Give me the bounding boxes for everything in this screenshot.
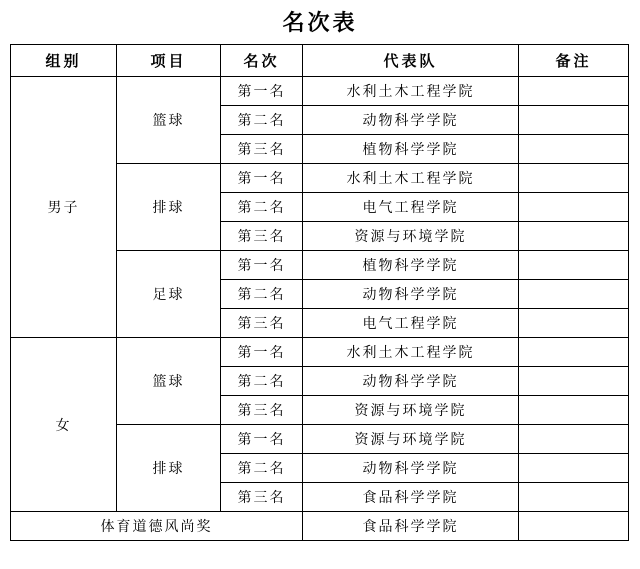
group-cell-men: 男子 <box>11 77 117 338</box>
note-cell <box>519 193 629 222</box>
award-row <box>11 512 629 541</box>
rank-cell: 第二名 <box>221 106 303 135</box>
table-row <box>11 338 629 367</box>
note-cell <box>519 251 629 280</box>
page-title: 名次表 <box>282 10 358 36</box>
team-cell: 水利土木工程学院 <box>303 77 519 106</box>
team-cell: 资源与环境学院 <box>303 222 519 251</box>
rank-cell: 第一名 <box>221 425 303 454</box>
header-row <box>11 45 629 77</box>
note-cell <box>519 338 629 367</box>
award-label: 体育道德风尚奖 <box>11 512 303 541</box>
team-cell: 电气工程学院 <box>303 309 519 338</box>
note-cell <box>519 309 629 338</box>
team-cell: 植物科学学院 <box>303 135 519 164</box>
team-cell: 食品科学学院 <box>303 483 519 512</box>
note-cell <box>519 164 629 193</box>
item-cell: 足球 <box>117 251 221 338</box>
rank-cell: 第二名 <box>221 367 303 396</box>
note-cell <box>519 222 629 251</box>
rank-cell: 第三名 <box>221 483 303 512</box>
rank-cell: 第二名 <box>221 454 303 483</box>
header-rank: 名次 <box>221 45 303 77</box>
ranking-table <box>10 44 629 541</box>
rank-cell: 第三名 <box>221 222 303 251</box>
note-cell <box>519 367 629 396</box>
header-item: 项目 <box>117 45 221 77</box>
note-cell <box>519 135 629 164</box>
item-cell: 排球 <box>117 425 221 512</box>
team-cell: 电气工程学院 <box>303 193 519 222</box>
note-cell <box>519 280 629 309</box>
team-cell: 水利土木工程学院 <box>303 164 519 193</box>
team-cell: 植物科学学院 <box>303 251 519 280</box>
team-cell: 动物科学学院 <box>303 280 519 309</box>
table-row <box>11 77 629 106</box>
note-cell <box>519 106 629 135</box>
note-cell <box>519 483 629 512</box>
team-cell: 资源与环境学院 <box>303 396 519 425</box>
rank-cell: 第三名 <box>221 309 303 338</box>
team-cell: 动物科学学院 <box>303 106 519 135</box>
item-cell: 排球 <box>117 164 221 251</box>
award-note <box>519 512 629 541</box>
item-cell: 篮球 <box>117 77 221 164</box>
item-cell: 篮球 <box>117 338 221 425</box>
note-cell <box>519 77 629 106</box>
team-cell: 资源与环境学院 <box>303 425 519 454</box>
header-team: 代表队 <box>303 45 519 77</box>
group-cell-women: 女 <box>11 338 117 512</box>
note-cell <box>519 425 629 454</box>
award-team: 食品科学学院 <box>303 512 519 541</box>
rank-cell: 第一名 <box>221 77 303 106</box>
rank-cell: 第一名 <box>221 251 303 280</box>
rank-cell: 第一名 <box>221 338 303 367</box>
rank-cell: 第三名 <box>221 396 303 425</box>
rank-cell: 第三名 <box>221 135 303 164</box>
header-group: 组别 <box>11 45 117 77</box>
rank-cell: 第二名 <box>221 193 303 222</box>
rank-cell: 第一名 <box>221 164 303 193</box>
team-cell: 动物科学学院 <box>303 454 519 483</box>
team-cell: 动物科学学院 <box>303 367 519 396</box>
rank-cell: 第二名 <box>221 280 303 309</box>
team-cell: 水利土木工程学院 <box>303 338 519 367</box>
note-cell <box>519 454 629 483</box>
note-cell <box>519 396 629 425</box>
header-note: 备注 <box>519 45 629 77</box>
